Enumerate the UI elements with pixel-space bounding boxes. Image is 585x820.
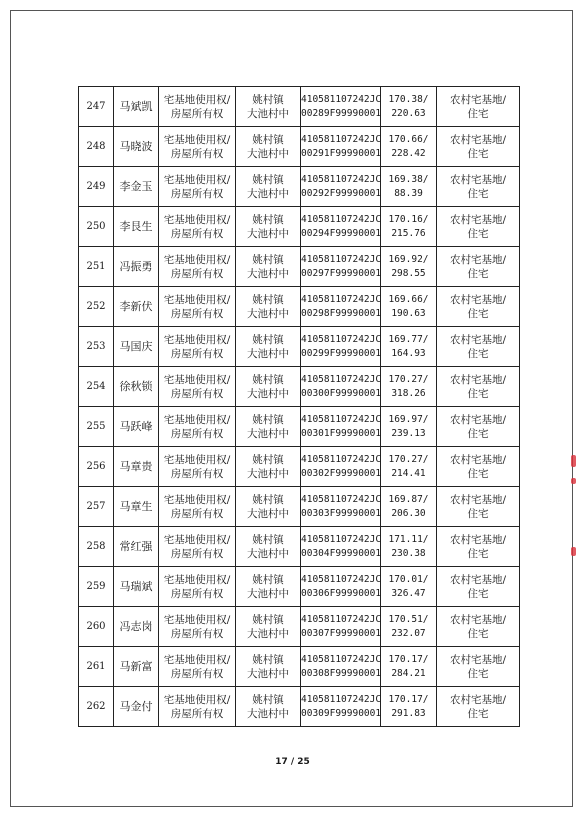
owner-name-cell: 马晓波	[114, 127, 159, 167]
unit-code-cell: 410581107242JC 00304F99990001	[301, 527, 381, 567]
location-cell: 姚村镇 大池村中	[236, 407, 301, 447]
land-use-cell: 农村宅基地/ 住宅	[437, 167, 520, 207]
table-row	[79, 567, 520, 607]
table-row	[79, 87, 520, 127]
table-row	[79, 127, 520, 167]
right-type-cell: 宅基地使用权/ 房屋所有权	[159, 247, 236, 287]
records-body	[79, 87, 520, 727]
row-number-cell: 247	[79, 87, 114, 127]
table-row	[79, 407, 520, 447]
owner-name-cell: 马瑞斌	[114, 567, 159, 607]
right-type-cell: 宅基地使用权/ 房屋所有权	[159, 487, 236, 527]
table-row	[79, 647, 520, 687]
table-row	[79, 327, 520, 367]
row-number-cell: 262	[79, 687, 114, 727]
land-use-cell: 农村宅基地/ 住宅	[437, 247, 520, 287]
area-values-cell: 170.01/ 326.47	[381, 567, 437, 607]
right-type-cell: 宅基地使用权/ 房屋所有权	[159, 647, 236, 687]
location-cell: 姚村镇 大池村中	[236, 167, 301, 207]
right-type-cell: 宅基地使用权/ 房屋所有权	[159, 367, 236, 407]
owner-name-cell: 冯振勇	[114, 247, 159, 287]
area-values-cell: 170.17/ 284.21	[381, 647, 437, 687]
row-number-cell: 256	[79, 447, 114, 487]
location-cell: 姚村镇 大池村中	[236, 687, 301, 727]
row-number-cell: 250	[79, 207, 114, 247]
land-use-cell: 农村宅基地/ 住宅	[437, 567, 520, 607]
row-number-cell: 252	[79, 287, 114, 327]
area-values-cell: 170.17/ 291.83	[381, 687, 437, 727]
right-type-cell: 宅基地使用权/ 房屋所有权	[159, 87, 236, 127]
area-values-cell: 170.38/ 220.63	[381, 87, 437, 127]
location-cell: 姚村镇 大池村中	[236, 247, 301, 287]
unit-code-cell: 410581107242JC 00302F99990001	[301, 447, 381, 487]
row-number-cell: 258	[79, 527, 114, 567]
table-row	[79, 167, 520, 207]
table-row	[79, 287, 520, 327]
unit-code-cell: 410581107242JC 00297F99990001	[301, 247, 381, 287]
row-number-cell: 259	[79, 567, 114, 607]
owner-name-cell: 马国庆	[114, 327, 159, 367]
location-cell: 姚村镇 大池村中	[236, 367, 301, 407]
land-use-cell: 农村宅基地/ 住宅	[437, 287, 520, 327]
owner-name-cell: 徐秋锁	[114, 367, 159, 407]
unit-code-cell: 410581107242JC 00298F99990001	[301, 287, 381, 327]
location-cell: 姚村镇 大池村中	[236, 607, 301, 647]
right-type-cell: 宅基地使用权/ 房屋所有权	[159, 447, 236, 487]
location-cell: 姚村镇 大池村中	[236, 647, 301, 687]
area-values-cell: 170.16/ 215.76	[381, 207, 437, 247]
land-use-cell: 农村宅基地/ 住宅	[437, 127, 520, 167]
unit-code-cell: 410581107242JC 00292F99990001	[301, 167, 381, 207]
unit-code-cell: 410581107242JC 00299F99990001	[301, 327, 381, 367]
right-type-cell: 宅基地使用权/ 房屋所有权	[159, 607, 236, 647]
area-values-cell: 169.97/ 239.13	[381, 407, 437, 447]
land-use-cell: 农村宅基地/ 住宅	[437, 367, 520, 407]
location-cell: 姚村镇 大池村中	[236, 487, 301, 527]
right-type-cell: 宅基地使用权/ 房屋所有权	[159, 687, 236, 727]
land-use-cell: 农村宅基地/ 住宅	[437, 527, 520, 567]
location-cell: 姚村镇 大池村中	[236, 287, 301, 327]
land-use-cell: 农村宅基地/ 住宅	[437, 407, 520, 447]
area-values-cell: 169.87/ 206.30	[381, 487, 437, 527]
area-values-cell: 169.92/ 298.55	[381, 247, 437, 287]
location-cell: 姚村镇 大池村中	[236, 527, 301, 567]
land-use-cell: 农村宅基地/ 住宅	[437, 87, 520, 127]
owner-name-cell: 马跃峰	[114, 407, 159, 447]
page-number: 17 / 25	[275, 757, 310, 767]
unit-code-cell: 410581107242JC 00309F99990001	[301, 687, 381, 727]
land-use-cell: 农村宅基地/ 住宅	[437, 647, 520, 687]
row-number-cell: 261	[79, 647, 114, 687]
seal-stamp-fragment	[571, 478, 576, 484]
right-type-cell: 宅基地使用权/ 房屋所有权	[159, 287, 236, 327]
row-number-cell: 249	[79, 167, 114, 207]
right-type-cell: 宅基地使用权/ 房屋所有权	[159, 207, 236, 247]
row-number-cell: 255	[79, 407, 114, 447]
row-number-cell: 251	[79, 247, 114, 287]
area-values-cell: 170.27/ 318.26	[381, 367, 437, 407]
seal-stamp-fragment	[571, 547, 576, 556]
table-row	[79, 247, 520, 287]
seal-stamp-fragment	[571, 455, 576, 467]
table-row	[79, 687, 520, 727]
land-use-cell: 农村宅基地/ 住宅	[437, 327, 520, 367]
land-use-cell: 农村宅基地/ 住宅	[437, 207, 520, 247]
unit-code-cell: 410581107242JC 00306F99990001	[301, 567, 381, 607]
unit-code-cell: 410581107242JC 00303F99990001	[301, 487, 381, 527]
owner-name-cell: 马新富	[114, 647, 159, 687]
location-cell: 姚村镇 大池村中	[236, 127, 301, 167]
table-row	[79, 487, 520, 527]
location-cell: 姚村镇 大池村中	[236, 447, 301, 487]
owner-name-cell: 李新伏	[114, 287, 159, 327]
land-use-cell: 农村宅基地/ 住宅	[437, 687, 520, 727]
land-use-cell: 农村宅基地/ 住宅	[437, 447, 520, 487]
land-use-cell: 农村宅基地/ 住宅	[437, 487, 520, 527]
owner-name-cell: 马章生	[114, 487, 159, 527]
unit-code-cell: 410581107242JC 00308F99990001	[301, 647, 381, 687]
location-cell: 姚村镇 大池村中	[236, 327, 301, 367]
table-row	[79, 607, 520, 647]
right-type-cell: 宅基地使用权/ 房屋所有权	[159, 127, 236, 167]
right-type-cell: 宅基地使用权/ 房屋所有权	[159, 327, 236, 367]
owner-name-cell: 马金付	[114, 687, 159, 727]
table-row	[79, 367, 520, 407]
unit-code-cell: 410581107242JC 00289F99990001	[301, 87, 381, 127]
right-type-cell: 宅基地使用权/ 房屋所有权	[159, 527, 236, 567]
owner-name-cell: 马章贵	[114, 447, 159, 487]
owner-name-cell: 李艮生	[114, 207, 159, 247]
area-values-cell: 170.27/ 214.41	[381, 447, 437, 487]
area-values-cell: 169.38/ 88.39	[381, 167, 437, 207]
row-number-cell: 253	[79, 327, 114, 367]
area-values-cell: 170.66/ 228.42	[381, 127, 437, 167]
owner-name-cell: 冯志岗	[114, 607, 159, 647]
unit-code-cell: 410581107242JC 00294F99990001	[301, 207, 381, 247]
row-number-cell: 260	[79, 607, 114, 647]
row-number-cell: 257	[79, 487, 114, 527]
owner-name-cell: 常红强	[114, 527, 159, 567]
right-type-cell: 宅基地使用权/ 房屋所有权	[159, 567, 236, 607]
row-number-cell: 254	[79, 367, 114, 407]
owner-name-cell: 马斌凯	[114, 87, 159, 127]
area-values-cell: 170.51/ 232.07	[381, 607, 437, 647]
table-row	[79, 207, 520, 247]
unit-code-cell: 410581107242JC 00301F99990001	[301, 407, 381, 447]
unit-code-cell: 410581107242JC 00300F99990001	[301, 367, 381, 407]
records-table	[78, 86, 520, 727]
table-row	[79, 527, 520, 567]
table-row	[79, 447, 520, 487]
right-type-cell: 宅基地使用权/ 房屋所有权	[159, 407, 236, 447]
location-cell: 姚村镇 大池村中	[236, 87, 301, 127]
area-values-cell: 169.66/ 190.63	[381, 287, 437, 327]
location-cell: 姚村镇 大池村中	[236, 207, 301, 247]
area-values-cell: 169.77/ 164.93	[381, 327, 437, 367]
owner-name-cell: 李金玉	[114, 167, 159, 207]
location-cell: 姚村镇 大池村中	[236, 567, 301, 607]
land-use-cell: 农村宅基地/ 住宅	[437, 607, 520, 647]
area-values-cell: 171.11/ 230.38	[381, 527, 437, 567]
unit-code-cell: 410581107242JC 00307F99990001	[301, 607, 381, 647]
unit-code-cell: 410581107242JC 00291F99990001	[301, 127, 381, 167]
row-number-cell: 248	[79, 127, 114, 167]
right-type-cell: 宅基地使用权/ 房屋所有权	[159, 167, 236, 207]
